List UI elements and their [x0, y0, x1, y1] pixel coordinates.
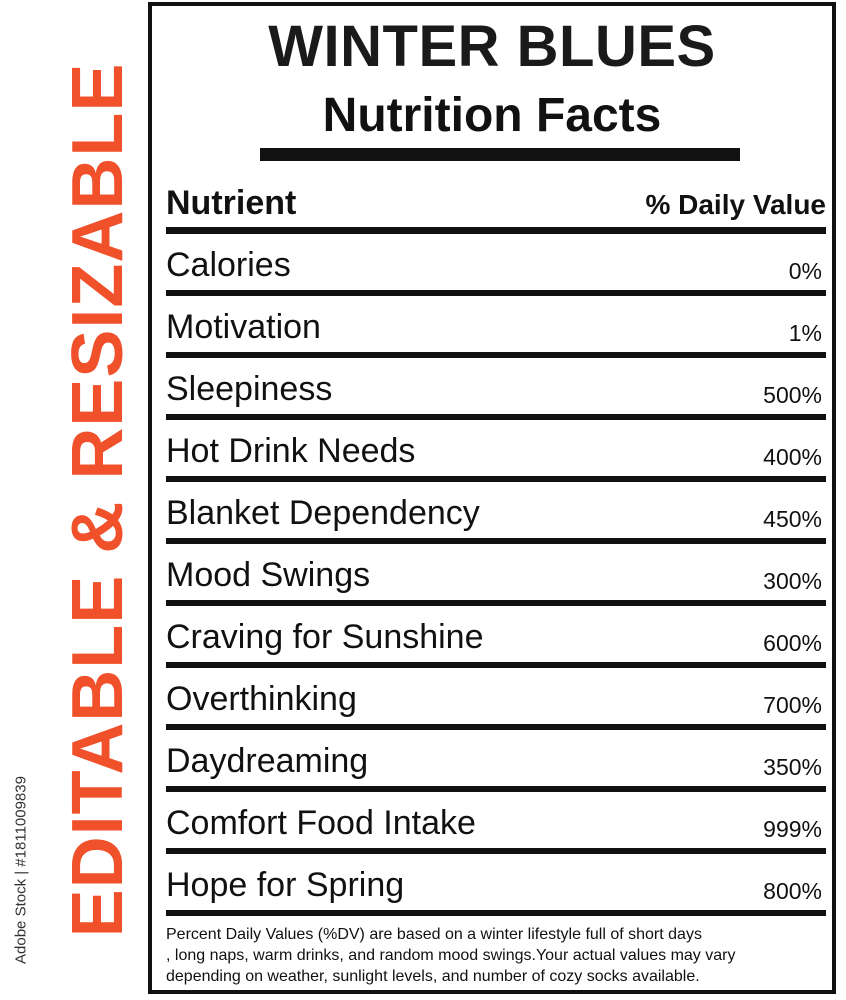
nutrient-value: 450%: [763, 506, 822, 532]
nutrient-row: [166, 234, 826, 296]
nutrient-value: 600%: [763, 630, 822, 656]
nutrient-name: Sleepiness: [166, 370, 333, 408]
header-daily-value: % Daily Value: [645, 189, 826, 220]
nutrient-name: Daydreaming: [166, 742, 369, 780]
nutrient-value: 1%: [788, 320, 822, 346]
nutrient-row: [166, 296, 826, 358]
label-title: WINTER BLUES: [268, 14, 716, 79]
nutrient-value: 999%: [763, 816, 822, 842]
nutrient-value: 350%: [763, 754, 822, 780]
nutrient-row: [166, 358, 826, 420]
header-nutrient: Nutrient: [166, 184, 297, 222]
stock-id-text: Adobe Stock | #1811009839: [12, 776, 30, 964]
nutrient-value: 500%: [763, 382, 822, 408]
nutrient-name: Blanket Dependency: [166, 494, 480, 532]
footnote-line: , long naps, warm drinks, and random mood swings.Your actual values may vary: [166, 947, 736, 964]
footnote-line: depending on weather, sunlight levels, and number of cozy socks available.: [166, 968, 700, 985]
nutrient-row: [166, 420, 826, 482]
nutrient-row: [166, 792, 826, 854]
footnote: [166, 924, 826, 987]
footnote-line: Percent Daily Values (%DV) are based on a winter lifestyle full of short days: [166, 926, 702, 943]
nutrient-row: [166, 854, 826, 916]
nutrient-value: 800%: [763, 878, 822, 904]
nutrient-row: [166, 606, 826, 668]
side-banner-text: EDITABLE & RESIZABLE: [58, 62, 138, 938]
stock-id-watermark: [0, 0, 40, 1000]
row-divider: [166, 910, 826, 916]
nutrient-name: Calories: [166, 246, 291, 284]
header-divider: [166, 227, 826, 234]
nutrition-label: [148, 2, 836, 994]
nutrient-name: Motivation: [166, 308, 321, 346]
nutrient-list: [166, 234, 826, 916]
nutrient-value: 700%: [763, 692, 822, 718]
nutrient-name: Comfort Food Intake: [166, 804, 476, 842]
nutrient-value: 400%: [763, 444, 822, 470]
nutrient-name: Craving for Sunshine: [166, 618, 484, 656]
nutrient-name: Hope for Spring: [166, 866, 405, 904]
nutrient-row: [166, 482, 826, 544]
nutrient-row: [166, 730, 826, 792]
nutrient-name: Hot Drink Needs: [166, 432, 416, 470]
nutrient-row: [166, 668, 826, 730]
nutrient-value: 0%: [788, 258, 822, 284]
nutrient-name: Overthinking: [166, 680, 357, 718]
nutrient-row: [166, 544, 826, 606]
side-banner: [58, 0, 138, 1000]
nutrient-name: Mood Swings: [166, 556, 371, 594]
nutrient-value: 300%: [763, 568, 822, 594]
label-subtitle: Nutrition Facts: [322, 89, 662, 142]
title-divider: [260, 148, 740, 161]
table-header: [166, 186, 826, 228]
